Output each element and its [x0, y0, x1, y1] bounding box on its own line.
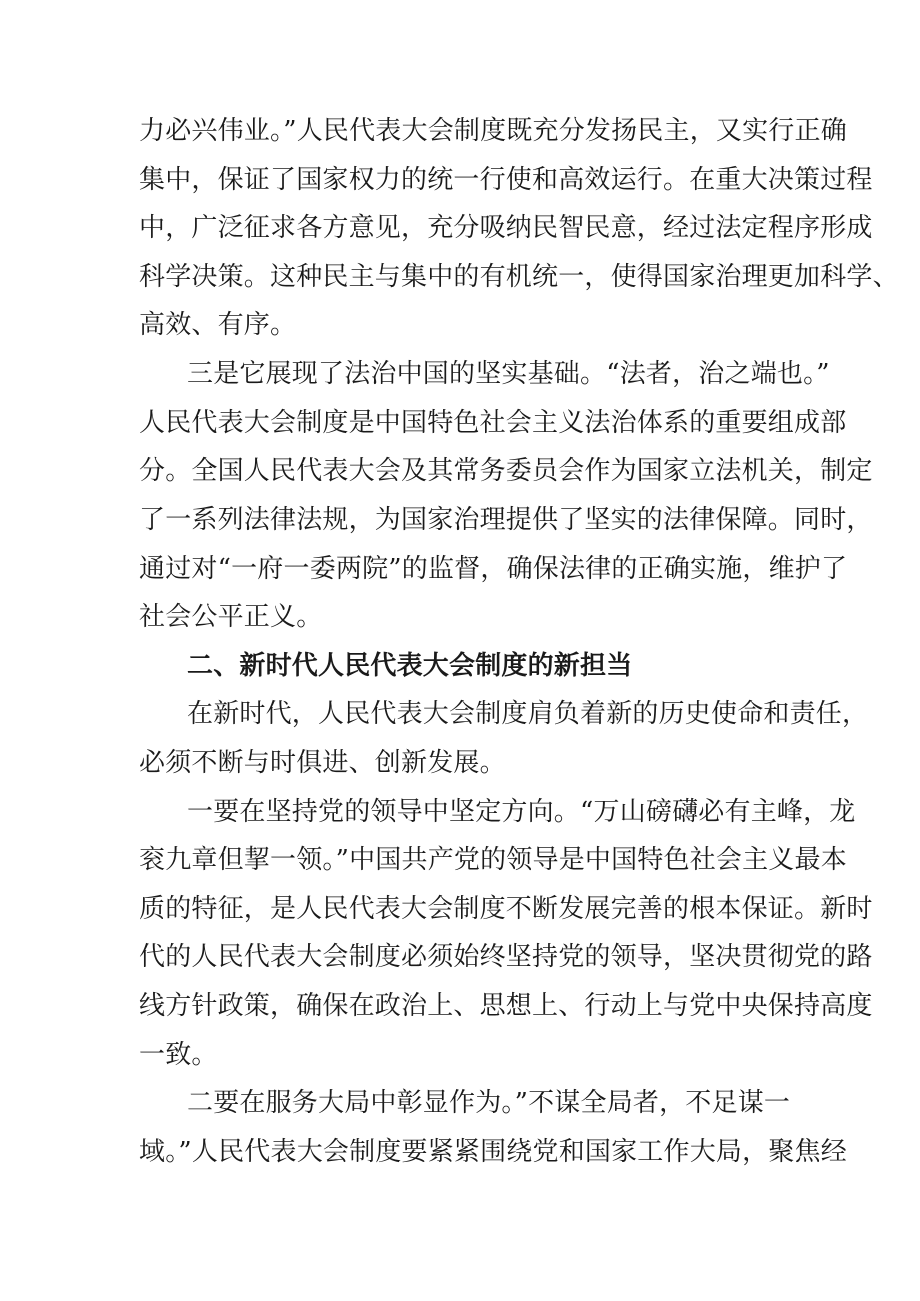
text-line: 域。”人民代表大会制度要紧紧围绕党和国家工作大局，聚焦经	[139, 1137, 847, 1167]
paragraph-first-line: 二要在服务大局中彰显作为。”不谋全局者，不足谋一	[187, 1088, 791, 1118]
section-heading: 二、新时代人民代表大会制度的新担当	[187, 651, 633, 681]
text-line: 通过对“一府一委两院”的监督，确保法律的正确实施，维护了	[139, 554, 848, 584]
text-line: 一致。	[139, 1040, 218, 1070]
text-line: 分。全国人民代表大会及其常务委员会作为国家立法机关，制定	[139, 456, 873, 486]
text-line: 必须不断与时俱进、创新发展。	[139, 748, 506, 778]
text-line: 高效、有序。	[139, 310, 297, 340]
text-line: 代的人民代表大会制度必须始终坚持党的领导，坚决贯彻党的路	[139, 942, 873, 972]
text-line: 线方针政策，确保在政治上、思想上、行动上与党中央保持高度	[139, 991, 873, 1021]
paragraph-first-line: 一要在坚持党的领导中坚定方向。“万山磅礴必有主峰，龙	[187, 797, 856, 827]
paragraph-first-line: 在新时代，人民代表大会制度肩负着新的历史使命和责任，	[187, 699, 869, 729]
text-line: 集中，保证了国家权力的统一行使和高效运行。在重大决策过程	[139, 165, 873, 195]
text-line: 质的特征，是人民代表大会制度不断发展完善的根本保证。新时	[139, 894, 873, 924]
text-line: 力必兴伟业。”人民代表大会制度既充分发扬民主，又实行正确	[139, 116, 847, 146]
paragraph-first-line: 三是它展现了法治中国的坚实基础。“法者，治之端也。”	[187, 359, 830, 389]
text-line: 衮九章但挈一领。”中国共产党的领导是中国特色社会主义最本	[139, 845, 847, 875]
text-line: 科学决策。这种民主与集中的有机统一，使得国家治理更加科学、	[139, 262, 899, 292]
text-line: 中，广泛征求各方意见，充分吸纳民智民意，经过法定程序形成	[139, 213, 873, 243]
text-line: 人民代表大会制度是中国特色社会主义法治体系的重要组成部	[139, 408, 847, 438]
text-line: 了一系列法律法规，为国家治理提供了坚实的法律保障。同时，	[139, 505, 873, 535]
text-line: 社会公平正义。	[139, 602, 323, 632]
